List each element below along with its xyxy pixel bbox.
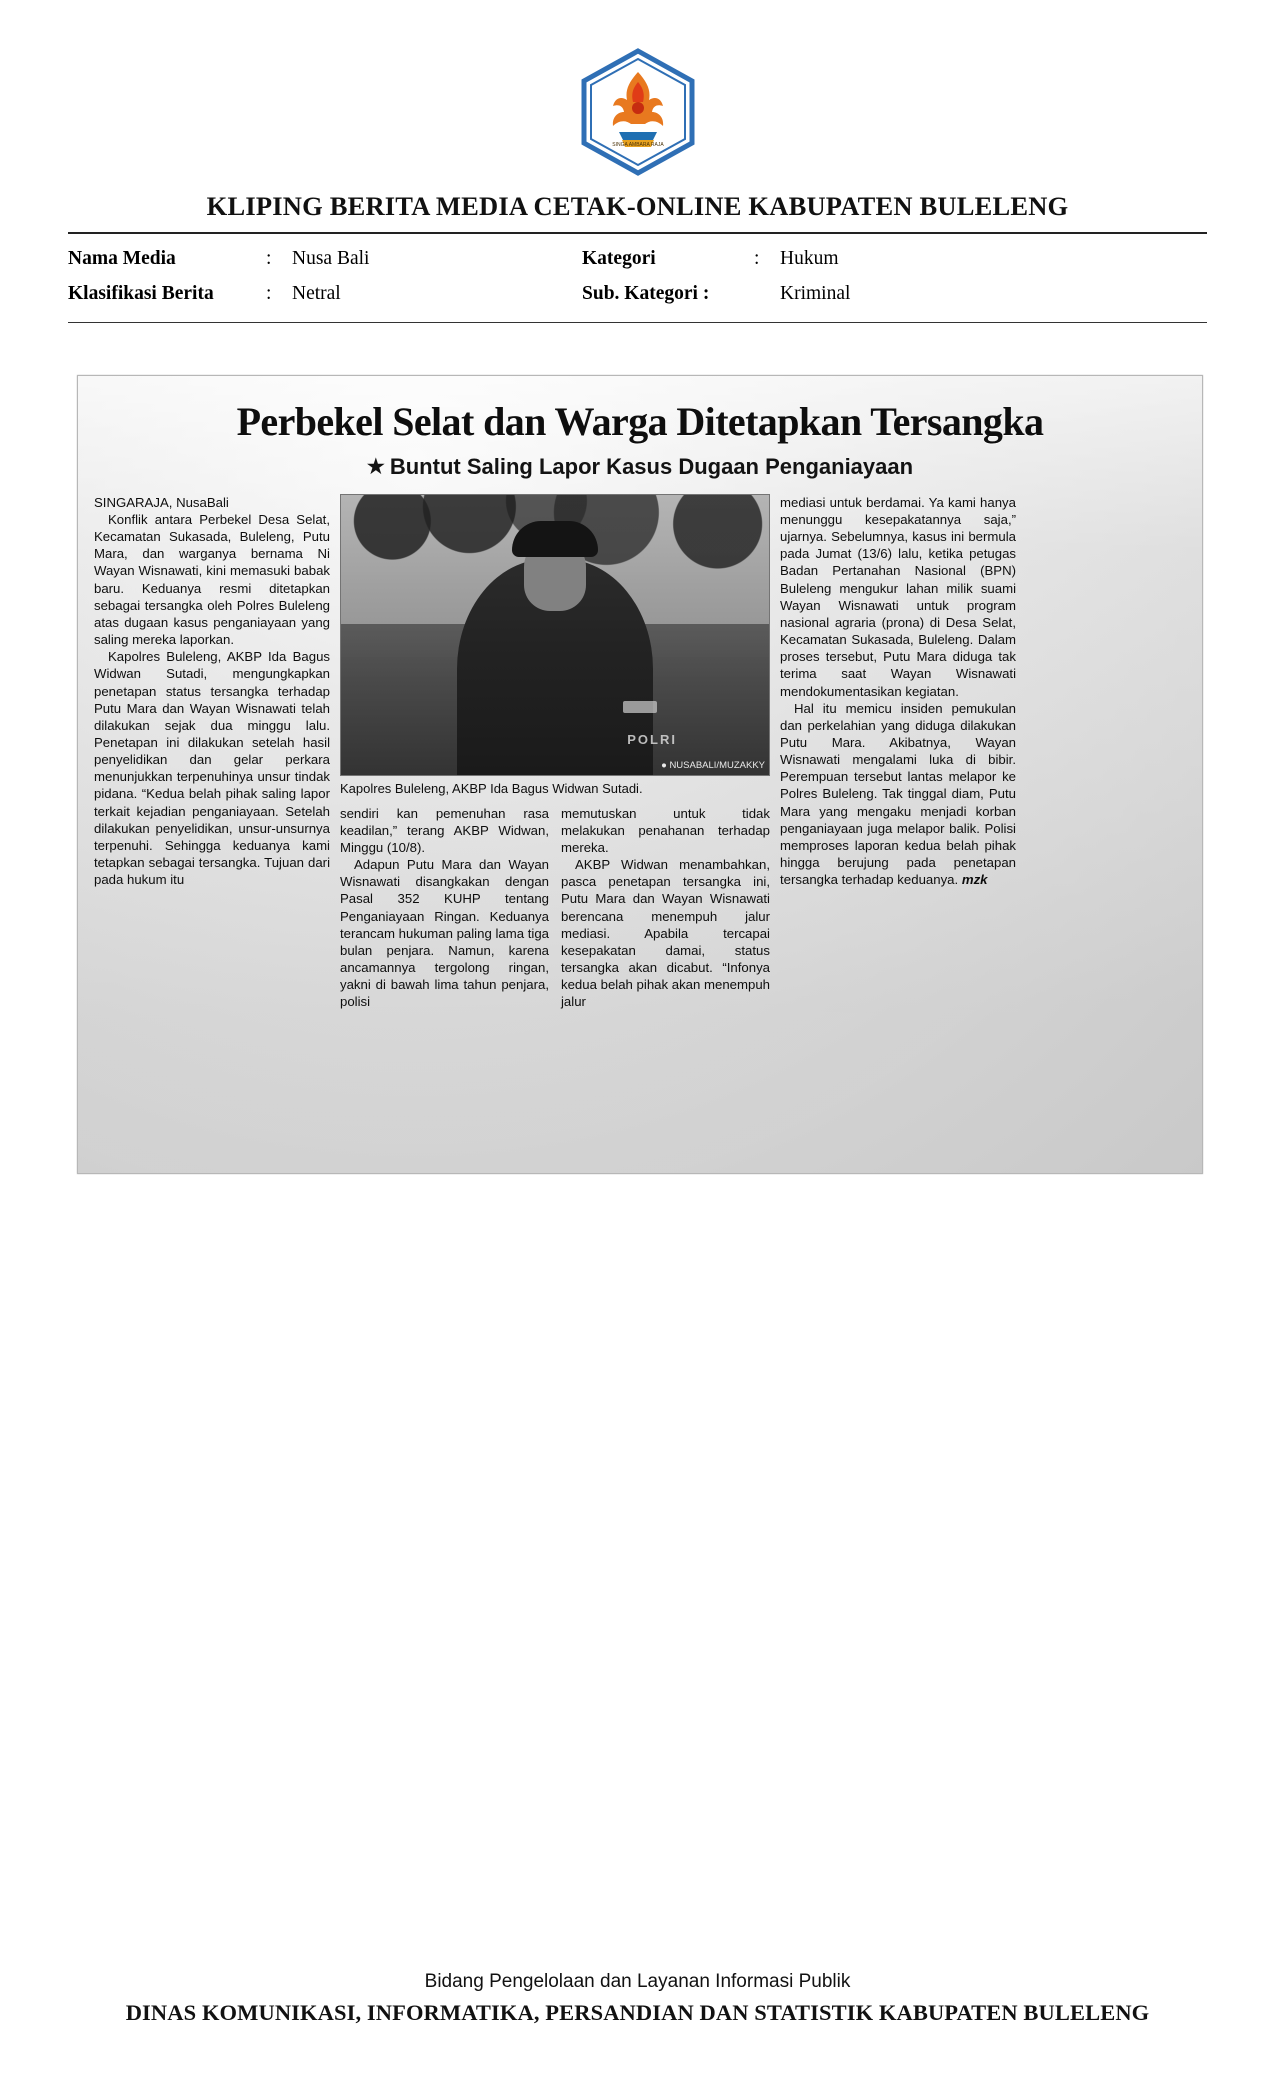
clipping-columns [94,494,1186,1011]
divider-top [68,232,1207,234]
photo-caption: Kapolres Buleleng, AKBP Ida Bagus Widwan Sutadi. [340,780,643,796]
dateline: SINGARAJA, NusaBali [94,494,229,510]
column3-paragraph-1: mediasi untuk berdamai. Ya kami hanya menunggu kesepakatannya saja,” ujarnya. Sebelumnya, kasus ini bermula pada Jumat (13/6) lalu, ketika petugas Badan Pertanahan Nasional (BPN) Buleleng mengukur lahan milik suami Wayan Wisnawati untuk program nasional agraria (prona) di Desa Selat, Kecamatan Sukasada, Buleleng. Dalam proses tersebut, Putu Mara diduga tak terima saat Wayan Wisnawati mendokumentasikan kegiatan. [780,494,1016,699]
clipping-subheadline-row [94,454,1186,480]
category-label: Kategori [582,248,656,269]
subcategory-label: Sub. Kategori [582,283,698,304]
svg-text:SINGA AMBARA RAJA: SINGA AMBARA RAJA [611,142,664,148]
clipping-column-3 [780,494,1016,1011]
media-value: Nusa Bali [292,248,370,269]
column2b-paragraph-1: memutuskan untuk tidak melakukan penahanan terhadap mereka. [561,805,770,855]
media-label: Nama Media [68,248,176,269]
page-title: KLIPING BERITA MEDIA CETAK-ONLINE KABUPATEN BULELENG [206,191,1069,221]
clipping-column-1 [94,494,330,1011]
category-colon: : [754,248,760,269]
subcategory-colon: : [702,283,710,304]
column3-paragraph-2 [780,700,1016,889]
clipping-content [78,376,1202,1173]
clipping-subheadline: Buntut Saling Lapor Kasus Dugaan Penganiayaan [389,453,914,479]
star-icon: ★ [366,455,385,478]
photo-kapolres [340,494,770,776]
clipping-column-2a [340,805,549,1011]
footer-line-1: Bidang Pengelolaan dan Layanan Informasi Publik [424,1971,851,1992]
clipping-column-middle [340,494,770,1011]
category-value: Hukum [780,248,839,269]
clipping-middle-subcolumns [340,805,770,1011]
byline: mzk [961,872,988,888]
photo-credit: ● NUSABALI/MUZAKKY [661,760,765,772]
clipping-column-2b [561,805,770,1011]
buleleng-regency-emblem-icon [579,48,697,176]
classification-value: Netral [292,283,341,304]
classification-label: Klasifikasi Berita [68,283,214,304]
divider-bottom [68,322,1207,323]
clipping-headline: Perbekel Selat dan Warga Ditetapkan Tersangka [236,399,1044,444]
subcategory-value: Kriminal [780,283,851,304]
media-colon: : [266,248,272,269]
subcategory-label-wrap [582,277,754,312]
photo-polri-text: POLRI [627,731,677,747]
column3-paragraph-2-text: Hal itu memicu insiden pemukulan dan perkelahian yang diduga dilakukan Putu Mara. Akibatnya, Wayan Wisnawati mengalami luka di bibir. Perempuan tersebut lantas melapor ke Polres Buleleng. Tak tinggal diam, Putu Mara yang mengaku menjadi korban penganiayaan juga melapor balik. Polisi memproses laporan kedua belah pihak hingga berujung pada penetapan tersangka terhadap keduanya. [780,700,1016,888]
news-clipping-image [77,375,1203,1174]
photo-officer-badge [623,701,657,713]
metadata-table [68,242,1207,312]
photo-officer-hat [512,521,598,557]
classification-colon: : [266,283,272,304]
column1-paragraph-2: Kapolres Buleleng, AKBP Ida Bagus Widwan Sutadi, mengungkapkan penetapan status tersangka terhadap Putu Mara dan Wayan Wisnawati telah dilakukan sejak dua minggu lalu. Penetapan ini dilakukan setelah hasil penyelidikan dan gelar perkara menunjukkan terpenuhinya unsur tindak pidana. “Kedua belah pihak saling lapor terkait kejadian penganiayaan. Setelah dilakukan penyelidikan, unsur-unsurnya terpenuhi. Sehingga keduanya kami tetapkan sebagai tersangka. Tujuan dari pada hukum itu [94,649,330,888]
footer-line-2: DINAS KOMUNIKASI, INFORMATIKA, PERSANDIAN DAN STATISTIK KABUPATEN BULELENG [125,2000,1150,2025]
spacer-cell [754,277,780,312]
column2a-paragraph-1: sendiri kan pemenuhan rasa keadilan,” terang AKBP Widwan, Minggu (10/8). [340,805,549,855]
column2a-paragraph-2: Adapun Putu Mara dan Wayan Wisnawati disangkakan dengan Pasal 352 KUHP tentang Penganiayaan Ringan. Keduanya terancam hukuman paling lama tiga bulan penjara. Namun, karena ancamannya tergolong ringan, yakni di bawah lima tahun penjara, polisi [340,857,549,1010]
table-row [68,242,1207,277]
column1-paragraph-1: Konflik antara Perbekel Desa Selat, Kecamatan Sukasada, Buleleng, Putu Mara, dan warganya bernama Ni Wayan Wisnawati, kini memasuki babak baru. Keduanya resmi ditetapkan sebagai tersangka oleh Polres Buleleng atas dugaan kasus penganiayaan yang saling mereka laporkan. [94,511,330,648]
page-footer [0,1971,1275,2026]
column2b-paragraph-2: AKBP Widwan menambahkan, pasca penetapan tersangka ini, Putu Mara dan Wayan Wisnawati berencana menempuh jalur mediasi. Apabila tercapai kesepakatan damai, status tersangka akan dicabut. “Infonya kedua belah pihak akan menempuh jalur [561,857,770,1010]
logo-container [68,0,1207,181]
table-row [68,277,1207,312]
